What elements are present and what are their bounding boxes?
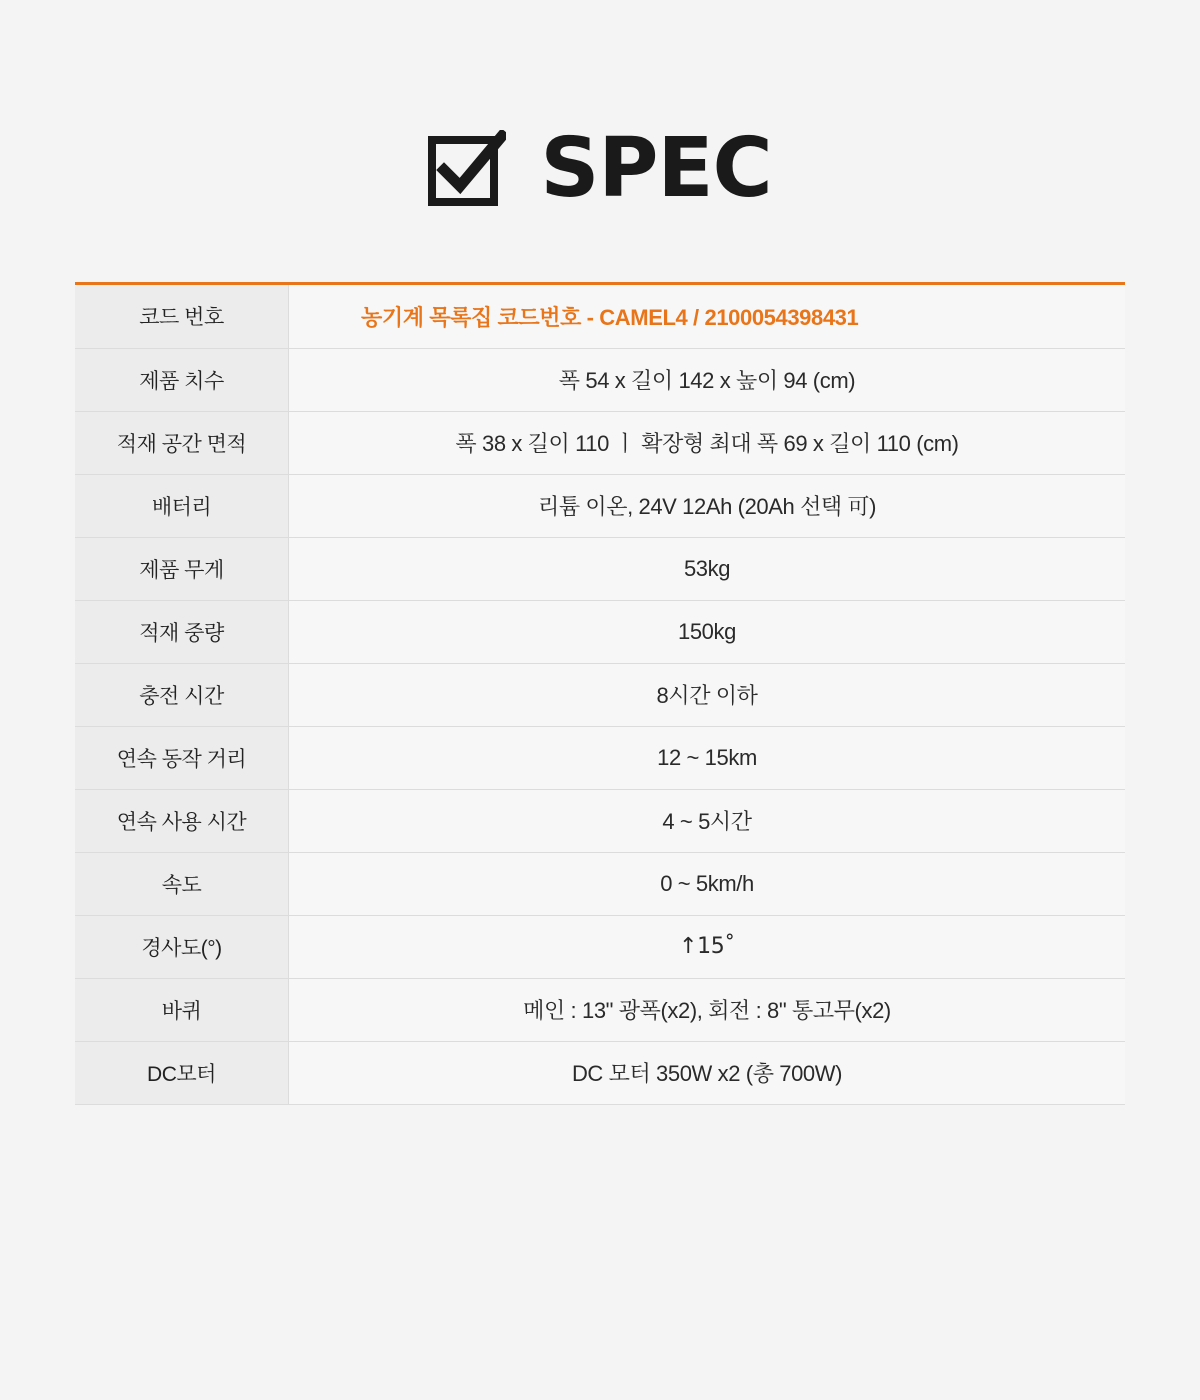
table-row — [75, 852, 1125, 915]
spec-label: 속도 — [75, 852, 289, 915]
table-row — [75, 663, 1125, 726]
spec-value: 12 ~ 15km — [289, 726, 1126, 789]
table-row — [75, 915, 1125, 978]
spec-label: 충전 시간 — [75, 663, 289, 726]
spec-value: 폭 38 x 길이 110 ㅣ 확장형 최대 폭 69 x 길이 110 (cm) — [289, 411, 1126, 474]
spec-label: 바퀴 — [75, 978, 289, 1041]
table-row — [75, 474, 1125, 537]
table-row — [75, 726, 1125, 789]
spec-label: 배터리 — [75, 474, 289, 537]
table-row — [75, 1041, 1125, 1104]
spec-label: 적재 공간 면적 — [75, 411, 289, 474]
spec-value: 53kg — [289, 537, 1126, 600]
spec-table — [75, 285, 1125, 1105]
spec-value: 0 ~ 5km/h — [289, 852, 1126, 915]
spec-label: 연속 동작 거리 — [75, 726, 289, 789]
table-row — [75, 411, 1125, 474]
spec-header — [0, 0, 1200, 216]
table-row — [75, 978, 1125, 1041]
spec-label: DC모터 — [75, 1041, 289, 1104]
spec-label: 연속 사용 시간 — [75, 789, 289, 852]
table-row — [75, 285, 1125, 348]
spec-value: 농기계 목록집 코드번호 - CAMEL4 / 2100054398431 — [289, 285, 1126, 348]
spec-label: 제품 치수 — [75, 348, 289, 411]
checked-checkbox-icon — [428, 130, 506, 208]
spec-table-container — [75, 282, 1125, 1105]
spec-value: 메인 : 13" 광폭(x2), 회전 : 8" 통고무(x2) — [289, 978, 1126, 1041]
spec-value: ↑15˚ — [289, 915, 1126, 978]
table-row — [75, 789, 1125, 852]
spec-label: 코드 번호 — [75, 285, 289, 348]
spec-value: 4 ~ 5시간 — [289, 789, 1126, 852]
table-row — [75, 537, 1125, 600]
spec-label: 제품 무게 — [75, 537, 289, 600]
spec-value: 리튬 이온, 24V 12Ah (20Ah 선택 可) — [289, 474, 1126, 537]
spec-value: 150kg — [289, 600, 1126, 663]
table-row — [75, 348, 1125, 411]
spec-label: 적재 중량 — [75, 600, 289, 663]
spec-label: 경사도(°) — [75, 915, 289, 978]
table-row — [75, 600, 1125, 663]
page-title: SPEC — [540, 121, 772, 216]
spec-value: 8시간 이하 — [289, 663, 1126, 726]
spec-value: 폭 54 x 길이 142 x 높이 94 (cm) — [289, 348, 1126, 411]
spec-value: DC 모터 350W x2 (총 700W) — [289, 1041, 1126, 1104]
